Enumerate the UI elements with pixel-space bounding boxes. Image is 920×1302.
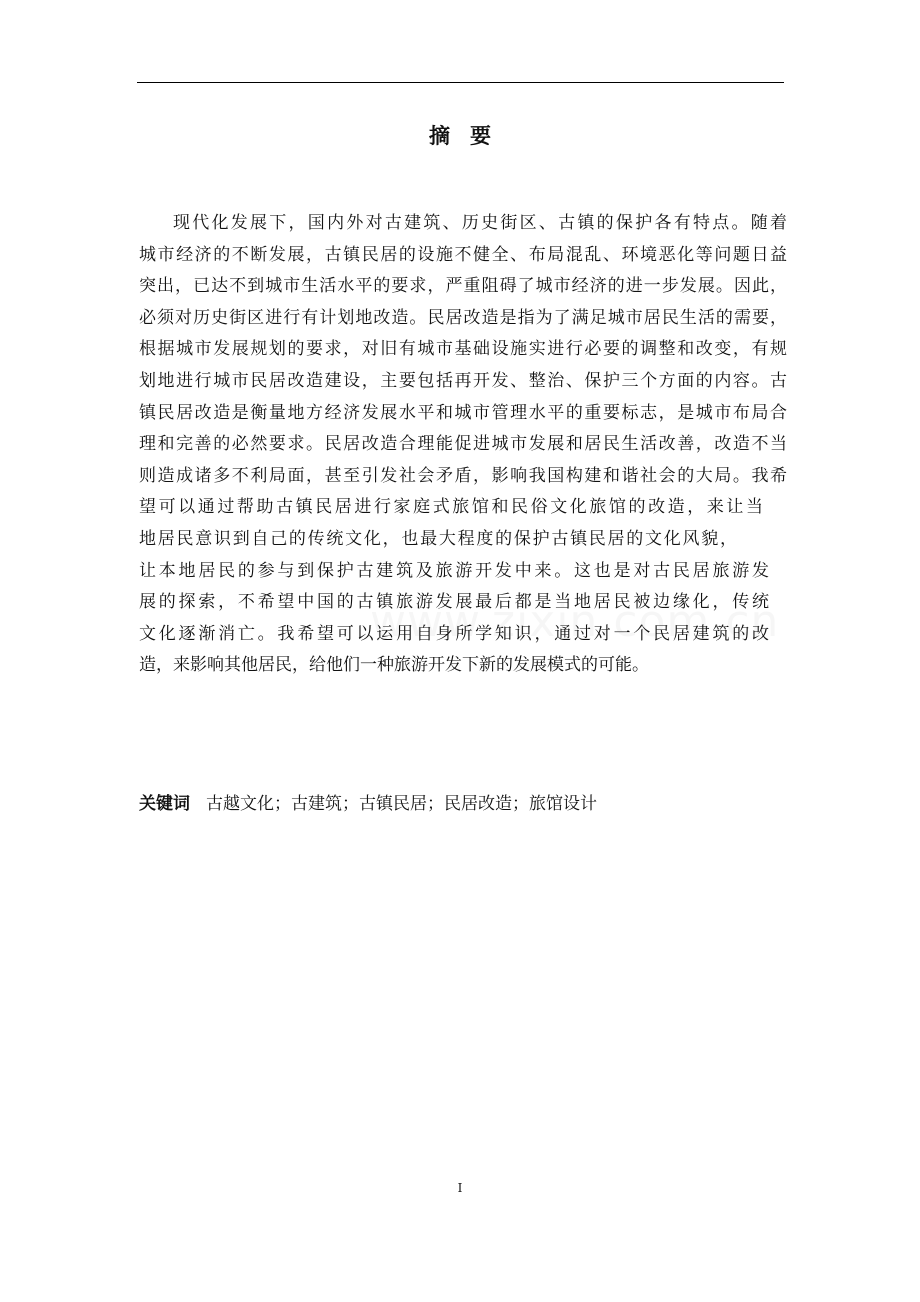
abstract-line: 镇民居改造是衡量地方经济发展水平和城市管理水平的重要标志，是城市布局合 [139,402,787,423]
abstract-line: 城市经济的不断发展，古镇民居的设施不健全、布局混乱、环境恶化等问题日益 [139,244,787,265]
abstract-line: 让本地居民的参与到保护古建筑及旅游开发中来。这也是对古民居旅游发 [139,560,769,581]
abstract-line: 造，来影响其他居民，给他们一种旅游开发下新的发展模式的可能。 [139,655,649,676]
abstract-line: 理和完善的必然要求。民居改造合理能促进城市发展和居民生活改善，改造不当 [139,434,787,455]
abstract-line: 根据城市发展规划的要求，对旧有城市基础设施实进行必要的调整和改变，有规 [139,339,787,360]
page-number: I [457,1181,463,1195]
title-char: 摘 [429,124,450,148]
keywords [139,790,597,818]
header-rule [137,82,784,83]
abstract-line: 展的探索，不希望中国的古镇旅游发展最后都是当地居民被边缘化，传统 [139,592,769,613]
abstract-line: 地居民意识到自己的传统文化，也最大程度的保护古镇民居的文化风貌， [139,528,737,549]
abstract-line: 则造成诸多不利局面，甚至引发社会矛盾，影响我国构建和谐社会的大局。我希 [139,465,787,486]
abstract-line: 现代化发展下，国内外对古建筑、历史街区、古镇的保护各有特点。随着 [173,213,787,233]
abstract-line: 突出，已达不到城市生活水平的要求，严重阻碍了城市经济的进一步发展。因此， [139,276,787,297]
abstract-paragraph [139,208,787,682]
title-char: 要 [470,124,491,148]
abstract-line: 文化逐渐消亡。我希望可以运用自身所学知识，通过对一个民居建筑的改 [139,623,769,644]
page-title [0,121,920,151]
abstract-line: 必须对历史街区进行有计划地改造。民居改造是指为了满足城市居民生活的需要， [139,307,787,328]
keywords-text: 古越文化；古建筑；古镇民居；民居改造；旅馆设计 [206,794,597,814]
keywords-label: 关键词 [139,794,190,814]
abstract-line: 望可以通过帮助古镇民居进行家庭式旅馆和民俗文化旅馆的改造，来让当 [139,497,763,518]
abstract-line: 划地进行城市民居改造建设，主要包括再开发、整治、保护三个方面的内容。古 [139,370,787,391]
